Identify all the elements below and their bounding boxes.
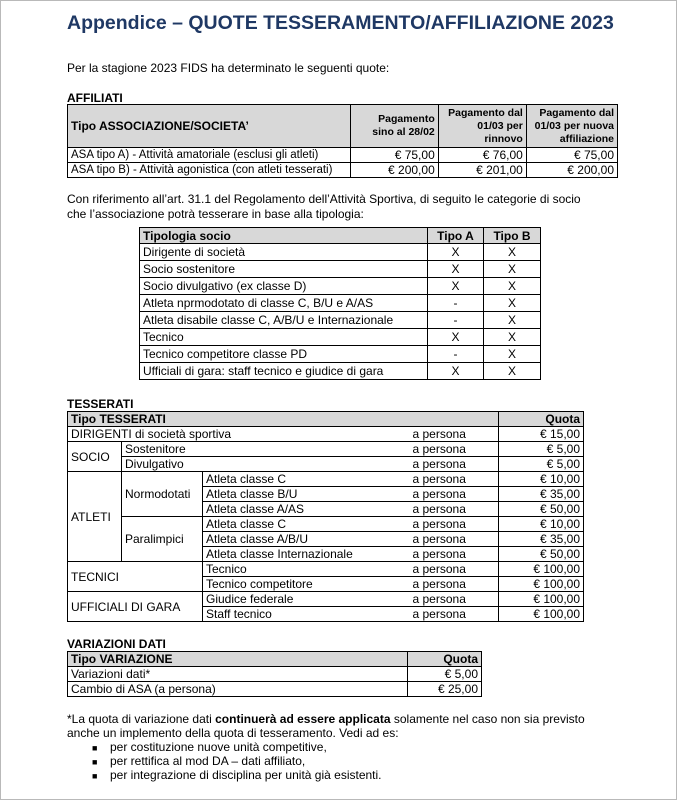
note-text: solamente nel caso non sia previsto	[390, 712, 585, 726]
tipologia-table	[139, 227, 541, 380]
affiliati-cell: € 75,00	[526, 148, 617, 163]
tipologia-cell: X	[428, 261, 484, 278]
tipologia-cell: X	[483, 346, 540, 363]
quota-value: € 100,00	[499, 607, 584, 622]
tipologia-cell: X	[483, 244, 540, 261]
page-title: Appendice – QUOTE TESSERAMENTO/AFFILIAZIONE 2023	[67, 12, 614, 34]
tecnici-item: Tecnico competitore	[203, 577, 410, 592]
quota-value: € 5,00	[499, 457, 584, 472]
tipologia-cell: Atleta disabile classe C, A/B/U e Internazionale	[140, 312, 428, 329]
paralimpici-label: Paralimpici	[122, 517, 203, 562]
quota-value: € 10,00	[499, 472, 584, 487]
atleti-item: Atleta classe A/AS	[203, 502, 410, 517]
atleti-item: Atleta classe C	[203, 472, 410, 487]
categorie-text-line: Con riferimento all’art. 31.1 del Regolamento dell’Attività Sportiva, di seguito le categorie di socio	[67, 192, 581, 206]
variazioni-cell: € 25,00	[408, 682, 482, 697]
bullet-text: per costituzione nuove unità competitive,	[110, 740, 327, 754]
variazioni-table	[67, 651, 482, 697]
tipologia-cell: Ufficiali di gara: staff tecnico e giudice di gara	[140, 363, 428, 380]
affiliati-header-col: Pagamento dal 01/03 per rinnovo	[438, 105, 526, 148]
affiliati-cell: € 200,00	[526, 163, 617, 178]
tipologia-cell: X	[483, 312, 540, 329]
per-persona: a persona	[410, 607, 499, 622]
ufficiali-item: Staff tecnico	[203, 607, 410, 622]
per-persona: a persona	[410, 502, 499, 517]
tipologia-cell: X	[483, 329, 540, 346]
affiliati-cell: ASA tipo B) - Attività agonistica (con atleti tesserati)	[68, 163, 351, 178]
tipologia-cell: X	[483, 363, 540, 380]
quota-value: € 100,00	[499, 577, 584, 592]
tipologia-cell: Tecnico	[140, 329, 428, 346]
per-persona: a persona	[410, 577, 499, 592]
note-line	[67, 712, 585, 727]
quota-value: € 100,00	[499, 592, 584, 607]
tesserati-heading: TESSERATI	[67, 397, 134, 411]
affiliati-cell: € 201,00	[438, 163, 526, 178]
per-persona: a persona	[410, 487, 499, 502]
tipologia-header: Tipo A	[428, 228, 484, 244]
per-persona: a persona	[410, 547, 499, 562]
quota-value: € 15,00	[499, 427, 584, 442]
bullet-icon: ■	[92, 757, 98, 767]
ufficiali-label: UFFICIALI DI GARA	[68, 592, 203, 622]
quota-value: € 5,00	[499, 442, 584, 457]
affiliati-cell: ASA tipo A) - Attività amatoriale (esclusi gli atleti)	[68, 148, 351, 163]
normodotati-label: Normodotati	[122, 472, 203, 517]
tipologia-cell: Socio divulgativo (ex classe D)	[140, 278, 428, 295]
quota-value: € 10,00	[499, 517, 584, 532]
atleti-label: ATLETI	[68, 472, 122, 562]
socio-label: SOCIO	[68, 442, 122, 472]
categorie-text-line: che l’associazione potrà tesserare in base alla tipologia:	[67, 207, 364, 221]
tipologia-cell: -	[428, 295, 484, 312]
atleti-item: Atleta classe B/U	[203, 487, 410, 502]
intro-text: Per la stagione 2023 FIDS ha determinato le seguenti quote:	[67, 61, 390, 75]
affiliati-header-col: Pagamento dal 01/03 per nuova affiliazione	[526, 105, 617, 148]
variazioni-cell: Variazioni dati*	[68, 667, 408, 682]
bullet-text: per integrazione di disciplina per unità già esistenti.	[110, 768, 382, 782]
socio-item: Divulgativo	[122, 457, 410, 472]
tipologia-cell: -	[428, 312, 484, 329]
per-persona: a persona	[410, 472, 499, 487]
tesserati-header-tipo: Tipo TESSERATI	[68, 412, 499, 427]
affiliati-cell: € 75,00	[350, 148, 438, 163]
affiliati-header-tipo: Tipo ASSOCIAZIONE/SOCIETA’	[68, 105, 351, 148]
bullet-text: per rettifica al mod DA – dati affiliato,	[110, 754, 306, 768]
tipologia-header: Tipo B	[483, 228, 540, 244]
tipologia-cell: X	[428, 278, 484, 295]
per-persona: a persona	[410, 532, 499, 547]
tecnici-item: Tecnico	[203, 562, 410, 577]
tipologia-cell: Socio sostenitore	[140, 261, 428, 278]
variazioni-header: Quota	[408, 652, 482, 667]
note-bold-text: continuerà ad essere applicata	[215, 712, 391, 726]
tecnici-label: TECNICI	[68, 562, 203, 592]
affiliati-cell: € 200,00	[350, 163, 438, 178]
tipologia-cell: Tecnico competitore classe PD	[140, 346, 428, 363]
tipologia-cell: Dirigente di società	[140, 244, 428, 261]
affiliati-header-col: Pagamento sino al 28/02	[350, 105, 438, 148]
tipologia-header: Tipologia socio	[140, 228, 428, 244]
tipologia-cell: X	[428, 363, 484, 380]
affiliati-table	[67, 104, 618, 178]
variazioni-cell: € 5,00	[408, 667, 482, 682]
quota-value: € 50,00	[499, 547, 584, 562]
tipologia-cell: -	[428, 346, 484, 363]
bullet-item	[92, 768, 382, 784]
per-persona: a persona	[410, 562, 499, 577]
tipologia-cell: X	[428, 244, 484, 261]
affiliati-cell: € 76,00	[438, 148, 526, 163]
atleti-item: Atleta classe A/B/U	[203, 532, 410, 547]
atleti-item: Atleta classe Internazionale	[203, 547, 410, 562]
dirigenti-label: DIRIGENTI di società sportiva	[68, 427, 410, 442]
tesserati-table	[67, 411, 584, 622]
per-persona: a persona	[410, 427, 499, 442]
tipologia-cell: X	[483, 261, 540, 278]
note-line: anche un implemento della quota di tesseramento. Vedi ad es:	[67, 726, 399, 740]
bullet-icon: ■	[92, 743, 98, 753]
tipologia-cell: Atleta nprmodotato di classe C, B/U e A/AS	[140, 295, 428, 312]
per-persona: a persona	[410, 442, 499, 457]
per-persona: a persona	[410, 517, 499, 532]
quota-value: € 35,00	[499, 532, 584, 547]
tipologia-cell: X	[483, 278, 540, 295]
ufficiali-item: Giudice federale	[203, 592, 410, 607]
atleti-item: Atleta classe C	[203, 517, 410, 532]
tesserati-header-quota: Quota	[499, 412, 584, 427]
variazioni-heading: VARIAZIONI DATI	[67, 637, 166, 651]
tipologia-cell: X	[428, 329, 484, 346]
affiliati-heading: AFFILIATI	[67, 91, 123, 105]
quota-value: € 35,00	[499, 487, 584, 502]
socio-item: Sostenitore	[122, 442, 410, 457]
tipologia-cell: X	[483, 295, 540, 312]
quota-value: € 100,00	[499, 562, 584, 577]
per-persona: a persona	[410, 457, 499, 472]
variazioni-cell: Cambio di ASA (a persona)	[68, 682, 408, 697]
note-text: *La quota di variazione dati	[67, 712, 216, 726]
bullet-icon: ■	[92, 771, 98, 781]
quota-value: € 50,00	[499, 502, 584, 517]
per-persona: a persona	[410, 592, 499, 607]
variazioni-header: Tipo VARIAZIONE	[68, 652, 408, 667]
